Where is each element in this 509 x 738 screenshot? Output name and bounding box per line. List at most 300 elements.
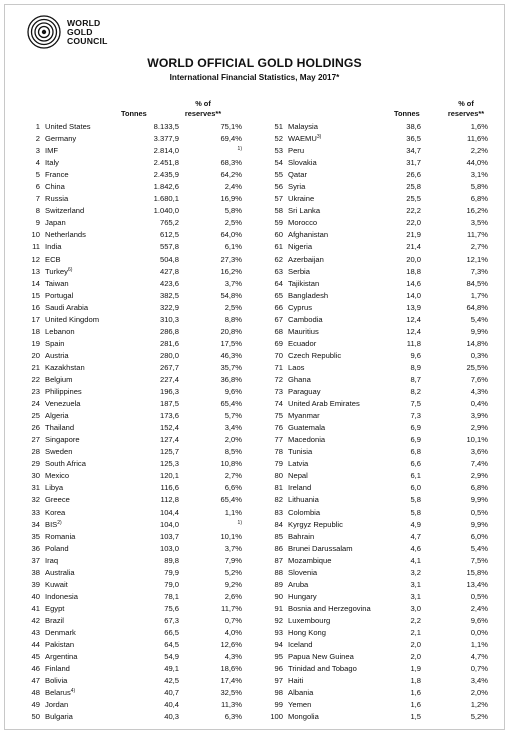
reserves-pct-cell: 0,7% — [470, 664, 488, 674]
country-cell — [288, 386, 321, 398]
pct-header-line-1: % of — [195, 99, 211, 108]
country-name: Indonesia — [45, 591, 78, 601]
rank-cell: 72 — [274, 374, 283, 384]
country-name: Morocco — [288, 218, 318, 228]
country-name: Paraguay — [288, 387, 321, 397]
country-cell — [45, 374, 72, 386]
country-cell — [45, 362, 85, 374]
reserves-pct-cell: 12,1% — [466, 254, 488, 264]
rank-cell: 71 — [274, 362, 283, 372]
tonnes-cell: 104,0 — [159, 519, 179, 529]
country-cell — [288, 350, 341, 362]
tonnes-cell: 40,7 — [164, 688, 179, 698]
tonnes-cell: 2.451,8 — [153, 158, 179, 168]
reserves-pct-cell: 1,7% — [470, 290, 488, 300]
country-cell — [288, 543, 353, 555]
country-name: Hungary — [288, 591, 317, 601]
country-name: Finland — [45, 664, 70, 674]
country-cell — [288, 193, 314, 205]
rank-cell: 12 — [31, 254, 40, 264]
country-name: Peru — [288, 146, 305, 156]
tonnes-cell: 125,7 — [159, 447, 179, 457]
rank-cell: 83 — [274, 507, 283, 517]
reserves-pct-cell: 16,2% — [220, 266, 242, 276]
page-subtitle: International Financial Statistics, May 2017* — [169, 73, 340, 82]
country-name: Jordan — [45, 700, 69, 710]
tonnes-cell: 2,0 — [410, 652, 421, 662]
reserves-pct-cell: 1,6% — [470, 122, 488, 131]
rank-cell: 77 — [274, 435, 283, 445]
country-cell — [45, 133, 76, 145]
country-name: Ecuador — [288, 338, 317, 348]
country-name: Poland — [45, 543, 69, 553]
tonnes-cell: 3,0 — [410, 603, 421, 613]
country-name: Portugal — [45, 290, 74, 300]
tonnes-cell: 36,5 — [406, 134, 421, 144]
country-name: Mozambique — [288, 555, 332, 565]
country-name: Kazakhstan — [45, 362, 85, 372]
logo-line-3: COUNCIL — [67, 35, 108, 46]
rank-cell: 53 — [274, 146, 283, 156]
reserves-pct-cell: 16,9% — [220, 194, 242, 204]
country-cell — [288, 314, 323, 326]
tonnes-cell: 25,5 — [406, 194, 421, 204]
reserves-pct-cell: 0,5% — [470, 507, 488, 517]
country-cell — [288, 591, 317, 603]
pct-header-line-2: reserves** — [447, 109, 485, 118]
country-cell — [288, 145, 304, 157]
country-cell — [45, 217, 66, 229]
tonnes-cell: 7,3 — [410, 411, 421, 421]
country-name: Mauritius — [288, 326, 319, 336]
rank-cell: 100 — [270, 712, 283, 722]
rank-cell: 30 — [31, 471, 40, 481]
rank-cell: 86 — [274, 543, 283, 553]
reserves-pct-cell: 11,7% — [221, 603, 242, 613]
tonnes-cell: 21,9 — [406, 230, 421, 240]
country-cell — [288, 555, 331, 567]
country-cell — [288, 398, 360, 410]
tonnes-cell: 11,8 — [406, 338, 421, 348]
country-name: Sri Lanka — [288, 206, 321, 216]
country-name: Lebanon — [45, 326, 75, 336]
rank-cell: 87 — [274, 555, 283, 565]
reserves-pct-cell: 0,7% — [224, 615, 242, 625]
country-name: Serbia — [288, 266, 310, 276]
reserves-pct-cell: 64,0% — [220, 230, 242, 240]
reserves-pct-cell: 68,3% — [220, 158, 242, 168]
country-cell — [45, 266, 72, 278]
reserves-pct-cell: 20,8% — [220, 326, 242, 336]
rank-cell: 13 — [31, 266, 40, 276]
reserves-pct-cell: 2,4% — [224, 182, 242, 192]
country-cell — [45, 181, 65, 193]
reserves-pct-cell: 44,0% — [466, 158, 488, 168]
reserves-pct-cell: 9,9% — [470, 519, 488, 529]
country-name: China — [45, 182, 65, 192]
reserves-pct-cell: 0,5% — [470, 591, 488, 601]
reserves-pct-cell: 11,6% — [467, 134, 488, 144]
country-name: Czech Republic — [288, 350, 342, 360]
page-title: WORLD OFFICIAL GOLD HOLDINGS — [147, 56, 362, 70]
rank-cell: 79 — [274, 459, 283, 469]
country-name: ECB — [45, 254, 61, 264]
rank-cell: 27 — [31, 435, 40, 445]
country-cell — [288, 133, 321, 145]
logo-line-2: GOLD — [67, 26, 93, 37]
rank-cell: 46 — [31, 664, 40, 674]
country-cell — [45, 579, 68, 591]
tonnes-cell: 152,4 — [159, 423, 179, 433]
country-cell — [288, 121, 318, 133]
tonnes-cell: 103,7 — [159, 531, 179, 541]
reserves-pct-cell: 3,6% — [470, 447, 488, 457]
reserves-pct-cell: 25,5% — [466, 362, 488, 372]
rank-cell: 91 — [274, 603, 283, 613]
country-name: Bahrain — [288, 531, 315, 541]
tonnes-cell: 40,4 — [164, 700, 179, 710]
rank-cell: 10 — [31, 230, 40, 240]
reserves-pct-cell: 17,4% — [220, 676, 242, 686]
country-name: Lithuania — [288, 495, 319, 505]
country-cell — [288, 278, 319, 290]
rank-cell: 81 — [274, 483, 283, 493]
rank-cell: 44 — [31, 640, 40, 650]
footnote-marker: 2) — [57, 519, 62, 526]
tonnes-cell: 38,6 — [406, 122, 421, 131]
country-name: Brunei Darussalam — [288, 543, 353, 553]
country-cell — [45, 290, 73, 302]
tonnes-cell: 14,6 — [406, 278, 421, 288]
country-name: Bulgaria — [45, 712, 73, 722]
country-cell — [288, 229, 328, 241]
rank-cell: 64 — [274, 278, 283, 288]
reserves-pct-cell: 3,7% — [224, 543, 242, 553]
country-name: Macedonia — [288, 435, 326, 445]
country-cell — [45, 278, 69, 290]
reserves-pct-cell: 10,8% — [220, 459, 242, 469]
country-cell — [288, 615, 330, 627]
reserves-pct-cell: 6,8% — [470, 483, 488, 493]
country-cell — [45, 241, 61, 253]
rank-cell: 42 — [31, 615, 40, 625]
reserves-pct-cell: 17,5% — [220, 338, 242, 348]
reserves-pct-cell: 18,6% — [220, 664, 242, 674]
reserves-pct-cell: 5,8% — [224, 206, 242, 216]
country-cell — [288, 254, 324, 266]
reserves-pct-cell: 2,4% — [470, 603, 488, 613]
tonnes-cell: 20,0 — [406, 254, 421, 264]
rank-cell: 1 — [35, 122, 40, 131]
tonnes-cell: 504,8 — [159, 254, 179, 264]
tonnes-cell: 40,3 — [164, 712, 179, 722]
tonnes-cell: 322,9 — [159, 302, 179, 312]
reserves-pct-cell: 0,3% — [470, 350, 488, 360]
reserves-pct-cell: 27,3% — [220, 254, 242, 264]
rank-cell: 66 — [274, 302, 283, 312]
rank-cell: 95 — [274, 652, 283, 662]
rank-cell: 43 — [31, 627, 40, 637]
tonnes-cell: 6,9 — [410, 435, 421, 445]
reserves-pct-cell: 7,6% — [470, 374, 488, 384]
reserves-pct-cell: 11,3% — [221, 700, 242, 710]
country-name: Mexico — [45, 471, 70, 481]
country-name: Russia — [45, 194, 69, 204]
reserves-pct-cell: 10,1% — [466, 435, 488, 445]
tonnes-cell: 22,2 — [406, 206, 421, 216]
rank-cell: 15 — [31, 290, 40, 300]
country-cell — [45, 338, 64, 350]
country-name: Italy — [45, 158, 59, 168]
country-cell — [288, 507, 320, 519]
tonnes-cell: 2,1 — [410, 627, 421, 637]
country-cell — [45, 711, 73, 723]
rank-cell: 25 — [31, 411, 40, 421]
country-cell — [45, 543, 69, 555]
tonnes-cell: 49,1 — [164, 664, 179, 674]
reserves-pct-cell: 64,8% — [466, 302, 488, 312]
country-cell — [45, 458, 86, 470]
rank-cell: 59 — [274, 218, 283, 228]
rank-cell: 9 — [35, 218, 40, 228]
country-name: IMF — [45, 146, 59, 156]
pct-header-line-2: reserves** — [184, 109, 222, 118]
tonnes-cell: 267,7 — [159, 362, 179, 372]
reserves-pct-cell: 11,7% — [467, 230, 488, 240]
left-pct-header — [179, 99, 227, 119]
country-cell — [288, 169, 307, 181]
tonnes-cell: 3.377,9 — [153, 134, 179, 144]
country-name: Colombia — [288, 507, 321, 517]
rank-cell: 34 — [31, 519, 40, 529]
tonnes-cell: 1,8 — [410, 676, 421, 686]
reserves-pct-cell: 3,1% — [470, 170, 488, 180]
rank-cell: 65 — [274, 290, 283, 300]
tonnes-cell: 286,8 — [159, 326, 179, 336]
country-name: Japan — [45, 218, 66, 228]
rank-cell: 73 — [274, 387, 283, 397]
reserves-pct-cell: 16,2% — [466, 206, 488, 216]
rank-cell: 33 — [31, 507, 40, 517]
rank-cell: 4 — [35, 158, 40, 168]
reserves-pct-cell: 2,5% — [224, 302, 242, 312]
tonnes-cell: 8,2 — [410, 387, 421, 397]
rank-cell: 89 — [274, 579, 283, 589]
rank-cell: 26 — [31, 423, 40, 433]
country-name: Spain — [45, 338, 65, 348]
country-name: Pakistan — [45, 640, 75, 650]
tonnes-cell: 79,9 — [164, 567, 179, 577]
tonnes-cell: 13,9 — [406, 302, 421, 312]
rank-cell: 84 — [274, 519, 283, 529]
rank-cell: 82 — [274, 495, 283, 505]
tonnes-cell: 21,4 — [406, 242, 421, 252]
reserves-pct-cell: 1) — [237, 146, 242, 153]
tonnes-cell: 557,8 — [159, 242, 179, 252]
rank-cell: 3 — [35, 146, 40, 156]
country-cell — [45, 121, 91, 133]
reserves-pct-cell: 3,4% — [224, 423, 242, 433]
country-name: Taiwan — [45, 278, 69, 288]
country-name: Greece — [45, 495, 70, 505]
country-cell — [45, 494, 70, 506]
tonnes-cell: 12,4 — [406, 326, 421, 336]
tonnes-cell: 1,6 — [410, 700, 421, 710]
rank-cell: 88 — [274, 567, 283, 577]
country-name: Sweden — [45, 447, 73, 457]
reserves-pct-cell: 7,9% — [224, 555, 242, 565]
rank-cell: 61 — [274, 242, 283, 252]
rank-cell: 32 — [31, 495, 40, 505]
country-name: Slovenia — [288, 567, 318, 577]
tonnes-cell: 196,3 — [159, 387, 179, 397]
country-cell — [45, 157, 59, 169]
country-name: South Africa — [45, 459, 86, 469]
rank-cell: 23 — [31, 387, 40, 397]
left-tonnes-header: Tonnes — [121, 109, 147, 118]
country-cell — [288, 470, 308, 482]
tonnes-cell: 8.133,5 — [153, 122, 179, 131]
tonnes-cell: 5,8 — [410, 495, 421, 505]
rank-cell: 80 — [274, 471, 283, 481]
country-name: Singapore — [45, 435, 80, 445]
country-cell — [45, 434, 80, 446]
tonnes-cell: 26,6 — [406, 170, 421, 180]
tonnes-cell: 2,2 — [410, 615, 421, 625]
country-cell — [45, 591, 78, 603]
reserves-pct-cell: 5,4% — [470, 314, 488, 324]
rank-cell: 47 — [31, 676, 40, 686]
rank-cell: 19 — [31, 338, 40, 348]
country-name: Kyrgyz Republic — [288, 519, 343, 529]
country-name: Yemen — [288, 700, 312, 710]
reserves-pct-cell: 6,1% — [224, 242, 242, 252]
rank-cell: 48 — [31, 688, 40, 698]
rank-cell: 17 — [31, 314, 40, 324]
rank-cell: 98 — [274, 688, 283, 698]
country-name: Myanmar — [288, 411, 320, 421]
rank-cell: 40 — [31, 591, 40, 601]
concentric-circles-icon — [27, 15, 61, 49]
tonnes-cell: 4,7 — [410, 531, 421, 541]
country-name: United States — [45, 122, 91, 131]
tonnes-cell: 280,0 — [159, 350, 179, 360]
country-cell — [45, 229, 86, 241]
country-name: Romania — [45, 531, 76, 541]
tonnes-cell: 34,7 — [406, 146, 421, 156]
rank-cell: 74 — [274, 399, 283, 409]
tonnes-cell: 7,5 — [410, 399, 421, 409]
rank-cell: 6 — [35, 182, 40, 192]
country-name: Belarus — [45, 688, 71, 698]
rank-cell: 58 — [274, 206, 283, 216]
country-name: United Arab Emirates — [288, 399, 360, 409]
country-name: Australia — [45, 567, 75, 577]
tonnes-cell: 765,2 — [159, 218, 179, 228]
country-name: Bangladesh — [288, 290, 329, 300]
footnote-marker: 3) — [316, 134, 322, 141]
tonnes-cell: 6,8 — [410, 447, 421, 457]
country-cell — [45, 314, 99, 326]
reserves-pct-cell: 2,0% — [470, 688, 488, 698]
country-cell — [288, 374, 311, 386]
rank-cell: 55 — [274, 170, 283, 180]
rank-cell: 93 — [274, 627, 283, 637]
country-name: Haiti — [288, 676, 304, 686]
country-name: Libya — [45, 483, 64, 493]
reserves-pct-cell: 2,7% — [224, 471, 242, 481]
tonnes-cell: 127,4 — [159, 435, 179, 445]
country-cell — [45, 519, 62, 531]
country-name: Hong Kong — [288, 627, 326, 637]
reserves-pct-cell: 3,4% — [470, 676, 488, 686]
reserves-pct-cell: 13,4% — [466, 579, 488, 589]
rank-cell: 36 — [31, 543, 40, 553]
country-cell — [288, 494, 319, 506]
tonnes-cell: 4,6 — [410, 543, 421, 553]
reserves-pct-cell: 84,5% — [466, 278, 488, 288]
country-name: Ukraine — [288, 194, 315, 204]
country-cell — [288, 627, 326, 639]
country-cell — [45, 410, 69, 422]
country-name: Nepal — [288, 471, 308, 481]
country-name: Albania — [288, 688, 314, 698]
country-cell — [45, 302, 88, 314]
tonnes-cell: 423,6 — [159, 278, 179, 288]
country-cell — [45, 651, 78, 663]
country-name: Malaysia — [288, 122, 318, 131]
rank-cell: 56 — [274, 182, 283, 192]
country-name: Germany — [45, 134, 77, 144]
country-cell — [288, 603, 371, 615]
country-name: Belgium — [45, 374, 73, 384]
country-name: Denmark — [45, 627, 76, 637]
country-cell — [288, 362, 304, 374]
rank-cell: 20 — [31, 350, 40, 360]
rank-cell: 24 — [31, 399, 40, 409]
rank-cell: 35 — [31, 531, 40, 541]
reserves-pct-cell: 3,9% — [470, 411, 488, 421]
country-cell — [288, 205, 320, 217]
country-name: Cyprus — [288, 302, 313, 312]
country-name: Latvia — [288, 459, 309, 469]
country-cell — [45, 699, 68, 711]
country-cell — [288, 157, 317, 169]
tonnes-cell: 75,6 — [164, 603, 179, 613]
country-name: Austria — [45, 350, 69, 360]
reserves-pct-cell: 4,0% — [224, 627, 242, 637]
reserves-pct-cell: 6,6% — [224, 483, 242, 493]
country-cell — [288, 241, 312, 253]
country-cell — [45, 350, 69, 362]
rank-cell: 67 — [274, 314, 283, 324]
reserves-pct-cell: 36,8% — [220, 374, 242, 384]
country-cell — [288, 567, 317, 579]
rank-cell: 5 — [35, 170, 40, 180]
country-name: Saudi Arabia — [45, 302, 89, 312]
country-cell — [288, 663, 357, 675]
tonnes-cell: 187,5 — [159, 399, 179, 409]
tonnes-cell: 2.435,9 — [153, 170, 179, 180]
rank-cell: 52 — [274, 134, 283, 144]
reserves-pct-cell: 65,4% — [220, 399, 242, 409]
tonnes-cell: 12,4 — [406, 314, 421, 324]
country-cell — [45, 627, 76, 639]
tonnes-cell: 116,6 — [160, 483, 179, 493]
reserves-pct-cell: 5,7% — [224, 411, 242, 421]
country-cell — [288, 458, 308, 470]
country-name: Kuwait — [45, 579, 68, 589]
